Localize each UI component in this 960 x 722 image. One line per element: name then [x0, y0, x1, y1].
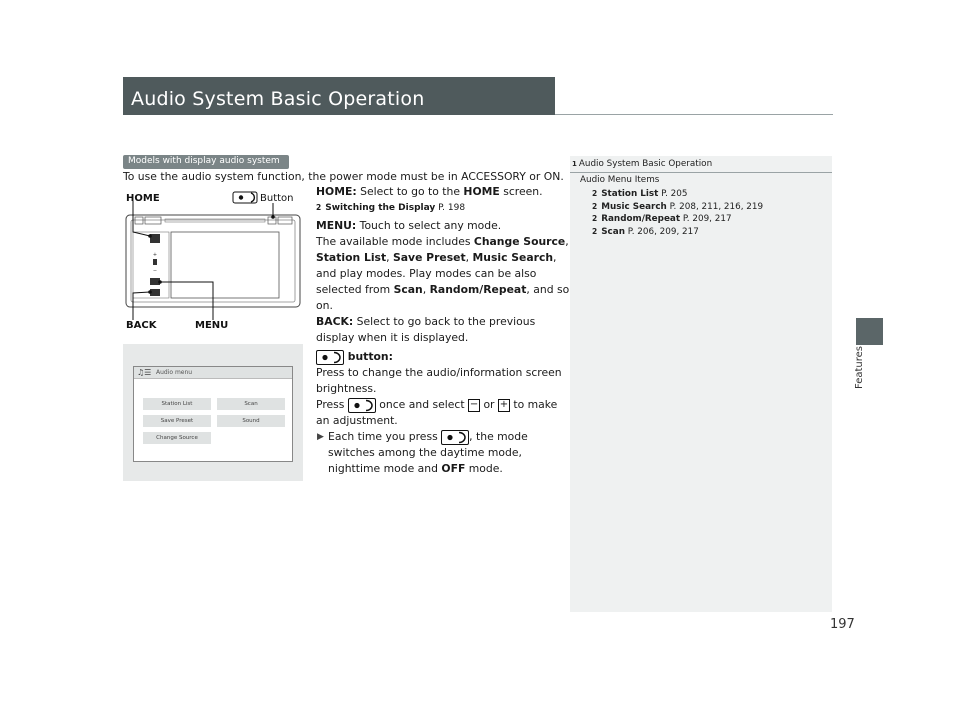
modes-line-3: and play modes. Play modes can be also: [316, 267, 537, 280]
mode-music-search: Music Search: [472, 251, 554, 264]
modes-line-5: on.: [316, 299, 333, 312]
press-line: [316, 397, 566, 413]
brightness-icon: [233, 192, 257, 203]
note-title: Audio System Basic Operation: [578, 159, 713, 169]
arrow-icon: ▶: [317, 432, 324, 442]
note-refs: [592, 188, 763, 238]
button-desc-1: Press to change the audio/information screen: [316, 366, 562, 379]
home-text-end: screen.: [499, 185, 543, 198]
minus-icon: −: [469, 398, 479, 410]
page-title: Audio System Basic Operation: [131, 88, 425, 110]
note-ref-scan[interactable]: [592, 226, 763, 239]
ref-label: Station List: [601, 189, 659, 199]
off-mode: OFF: [441, 462, 466, 475]
note-rule: [570, 172, 832, 173]
home-ref-label: Switching the Display: [325, 203, 436, 213]
button-term: button:: [344, 350, 393, 363]
plus-icon: +: [499, 398, 509, 410]
home-ref[interactable]: [316, 200, 566, 216]
display-figure: [123, 188, 303, 332]
modes-line-1: [316, 234, 569, 250]
back-label: BACK: [126, 320, 157, 331]
each-line-2: switches among the daytime mode,: [328, 446, 522, 459]
note-icon: 1: [572, 160, 577, 168]
modes-line-4: [316, 282, 570, 298]
menu-term: MENU:: [316, 219, 357, 232]
note-ref-random-repeat[interactable]: [592, 213, 763, 226]
home-text: Select to go to the: [356, 185, 464, 198]
chapter-tab: [856, 318, 883, 345]
ref-label: Scan: [601, 226, 625, 237]
press-text: once and select: [375, 398, 469, 411]
audio-menu-header: [134, 367, 292, 379]
mode-scan: Scan: [393, 283, 423, 296]
modes-text: selected from: [316, 283, 394, 296]
sep: ,: [386, 251, 393, 264]
sep: ,: [422, 283, 430, 296]
home-label: HOME: [126, 193, 160, 204]
home-term: HOME:: [316, 185, 357, 198]
back-text: Select to go back to the previous: [353, 315, 536, 328]
back-desc: [316, 314, 566, 330]
brightness-icon: [348, 398, 376, 413]
body-column: [316, 184, 570, 477]
modes-text: The available mode includes: [316, 235, 474, 248]
note-subtitle: Audio Menu Items: [580, 175, 660, 185]
ref-label: Music Search: [601, 201, 667, 212]
menu-item-sound[interactable]: Sound: [217, 415, 285, 427]
mode-save-preset: Save Preset: [393, 251, 466, 264]
audio-menu-figure: [123, 344, 303, 481]
each-text: mode.: [465, 462, 503, 475]
menu-item-change-source[interactable]: Change Source: [143, 432, 211, 444]
note-ref-music-search[interactable]: [592, 201, 763, 214]
button-label: Button: [260, 193, 294, 204]
home-desc: [316, 184, 566, 200]
cross-ref-icon: 2: [316, 203, 322, 212]
back-desc-2: display when it is displayed.: [316, 331, 469, 344]
cross-ref-icon: 2: [592, 214, 598, 223]
ref-pages: P. 209, 217: [680, 214, 732, 224]
display-diagram: [123, 188, 303, 332]
note-title-line: [572, 159, 712, 169]
chapter-label: [848, 346, 868, 392]
ref-pages: P. 206, 209, 217: [624, 226, 699, 237]
press-text: or: [480, 398, 498, 411]
press-text: to make: [509, 398, 558, 411]
brightness-icon: [441, 430, 469, 445]
title-rule: [555, 114, 833, 115]
ref-pages: P. 205: [658, 189, 688, 199]
each-text: Each time you press: [328, 430, 442, 443]
modes-line-2: [316, 250, 566, 266]
modes-text-end: , and so: [526, 283, 570, 296]
audio-menu-screen: [133, 366, 293, 462]
mode-random-repeat: Random/Repeat: [429, 283, 527, 296]
audio-menu-title: Audio menu: [156, 369, 193, 376]
models-badge-text: Models with display audio system: [128, 156, 280, 166]
button-heading: [316, 349, 566, 365]
home-ref-page: P. 198: [435, 203, 466, 213]
cross-ref-icon: 2: [592, 189, 598, 198]
models-badge: [123, 155, 289, 169]
press-text: Press: [316, 398, 348, 411]
mode-station-list: Station List: [316, 251, 387, 264]
each-line-3: [316, 461, 566, 477]
menu-label: MENU: [195, 320, 229, 331]
menu-item-save-preset[interactable]: Save Preset: [143, 415, 211, 427]
ref-label: Random/Repeat: [601, 214, 681, 224]
menu-desc: [316, 218, 566, 234]
menu-item-scan[interactable]: Scan: [217, 398, 285, 410]
home-text-bold: HOME: [463, 185, 500, 198]
menu-item-station-list[interactable]: Station List: [143, 398, 211, 410]
svg-text:+: +: [152, 252, 158, 258]
page-number: 197: [830, 617, 855, 632]
each-text: nighttime mode and: [328, 462, 442, 475]
section-title-bar: [123, 77, 555, 115]
press-line-2: an adjustment.: [316, 414, 398, 427]
mode-change-source: Change Source: [473, 235, 566, 248]
brightness-icon: [316, 350, 344, 365]
intro-text: To use the audio system function, the power mode must be in ACCESSORY or ON.: [123, 170, 564, 183]
button-desc-2: brightness.: [316, 382, 377, 395]
sep: ,: [565, 235, 569, 248]
svg-text:−: −: [152, 268, 158, 274]
ref-pages: P. 208, 211, 216, 219: [666, 201, 764, 212]
sep: ,: [553, 251, 557, 264]
chapter-label-text: Features: [854, 346, 865, 389]
cross-ref-icon: 2: [592, 226, 598, 236]
sep: ,: [465, 251, 473, 264]
music-icon: ♫☰: [137, 368, 152, 377]
menu-text: Touch to select any mode.: [356, 219, 502, 232]
cross-ref-icon: 2: [592, 201, 598, 211]
each-text: , the mode: [469, 430, 528, 443]
each-line: [316, 429, 566, 445]
note-ref-station-list[interactable]: [592, 188, 763, 201]
back-term: BACK:: [316, 315, 354, 328]
